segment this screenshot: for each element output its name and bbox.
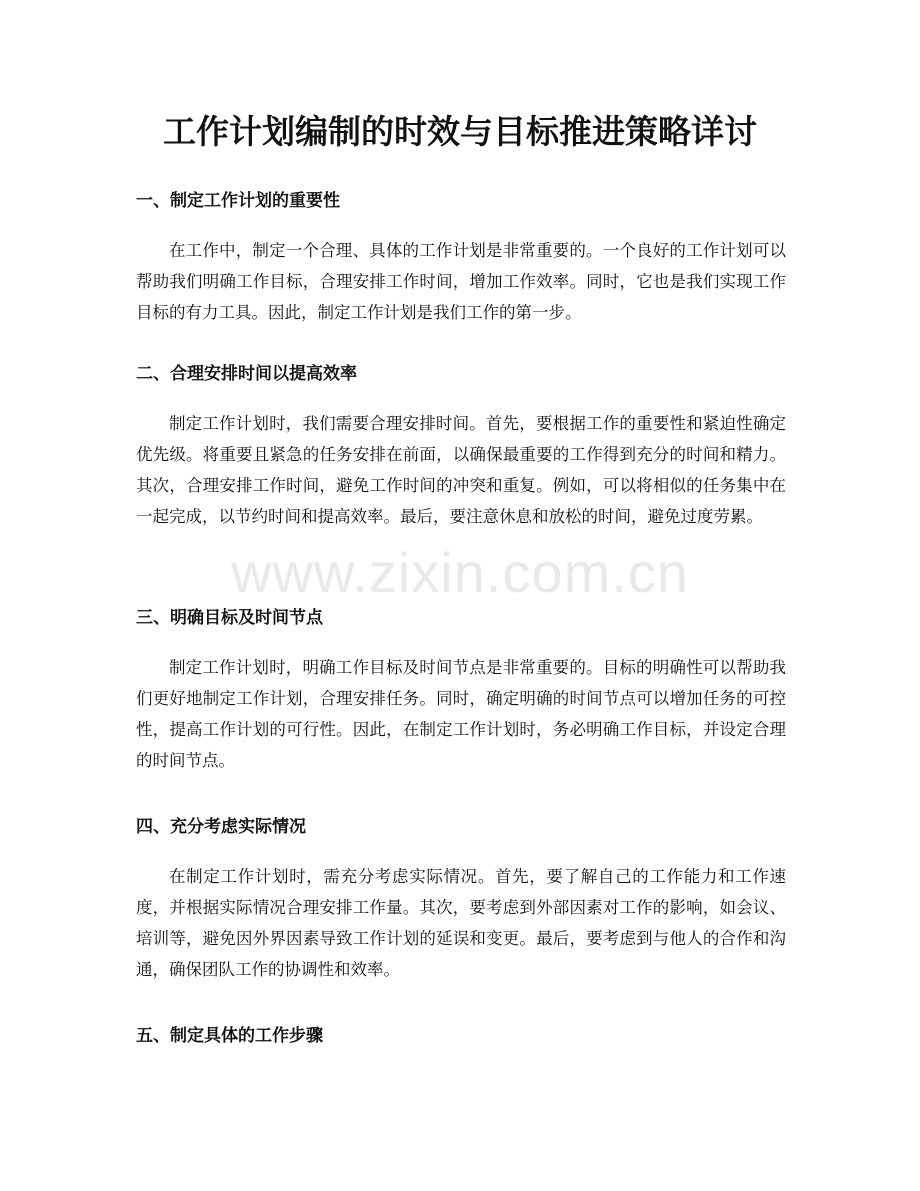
section-5 <box>136 1024 786 1048</box>
watermark: www.zixin.com.cn <box>231 541 689 604</box>
section-paragraph: 制定工作计划时，我们需要合理安排时间。首先，要根据工作的重要性和紧迫性确定优先级。将重要且紧急的任务安排在前面，以确保最重要的工作得到充分的时间和精力。其次，合理安排工作时间，避免工作时间的冲突和重复。例如，可以将相似的任务集中在一起完成，以节约时间和提高效率。最后，要注意休息和放松的时间，避免过度劳累。 <box>136 414 786 526</box>
section-3 <box>136 606 786 776</box>
section-paragraph: 制定工作计划时，明确工作目标及时间节点是非常重要的。目标的明确性可以帮助我们更好地制定工作计划，合理安排任务。同时，确定明确的时间节点可以增加任务的可控性，提高工作计划的可行性。因此，在制定工作计划时，务必明确工作目标，并设定合理的时间节点。 <box>136 658 786 770</box>
section-heading: 四、充分考虑实际情况 <box>136 817 306 837</box>
document-title: 工作计划编制的时效与目标推进策略详讨 <box>163 112 757 151</box>
section-heading: 五、制定具体的工作步骤 <box>136 1026 323 1046</box>
section-paragraph: 在工作中，制定一个合理、具体的工作计划是非常重要的。一个良好的工作计划可以帮助我们明确工作目标，合理安排工作时间，增加工作效率。同时，它也是我们实现工作目标的有力工具。因此，制定工作计划是我们工作的第一步。 <box>136 241 786 322</box>
section-heading: 三、明确目标及时间节点 <box>136 608 323 628</box>
section-4 <box>136 815 786 985</box>
section-heading: 一、制定工作计划的重要性 <box>136 191 340 211</box>
section-paragraph: 在制定工作计划时，需充分考虑实际情况。首先，要了解自己的工作能力和工作速度，并根据实际情况合理安排工作量。其次，要考虑到外部因素对工作的影响，如会议、培训等，避免因外界因素导致工作计划的延误和变更。最后，要考虑到与他人的合作和沟通，确保团队工作的协调性和效率。 <box>136 867 786 979</box>
section-heading: 二、合理安排时间以提高效率 <box>136 364 357 384</box>
section-1 <box>136 189 786 328</box>
section-2 <box>136 362 786 532</box>
